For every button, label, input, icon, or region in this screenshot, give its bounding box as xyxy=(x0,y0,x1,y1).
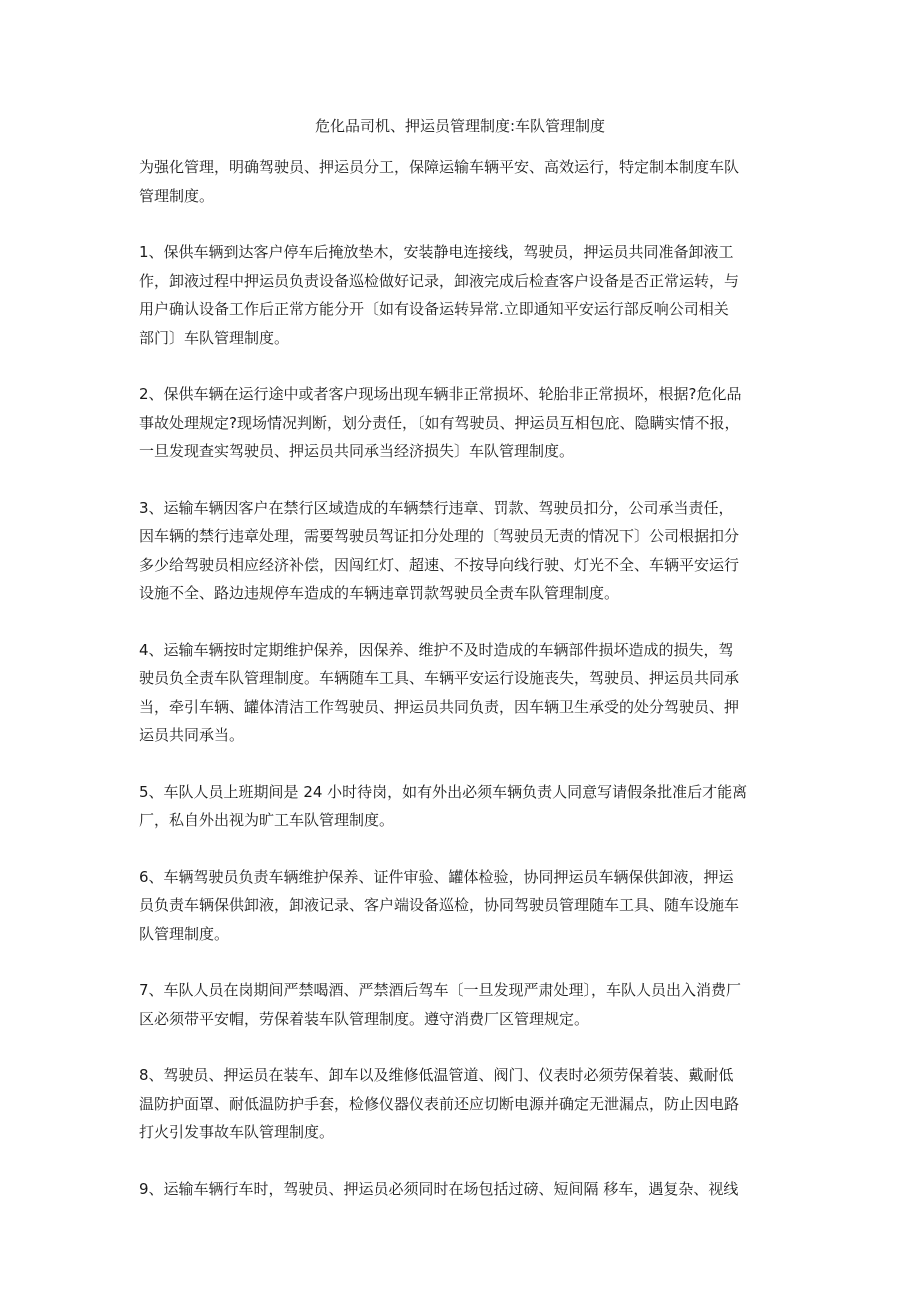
paragraph xyxy=(139,778,799,835)
paragraph xyxy=(139,1175,799,1204)
paragraph-line: 管理制度。 xyxy=(139,186,215,205)
paragraph-line: 3、运输车辆因客户在禁行区域造成的车辆禁行违章、罚款、驾驶员扣分，公司承当责任， xyxy=(139,498,734,517)
paragraph-line: 当，牵引车辆、罐体清洁工作驾驶员、押运员共同负责，因车辆卫生承受的处分驾驶员、押 xyxy=(139,697,740,716)
paragraph-line: 6、车辆驾驶员负责车辆维护保养、证件审验、罐体检验，协同押运员车辆保供卸液，押运 xyxy=(139,867,734,886)
paragraph-line: 温防护面罩、耐低温防护手套，检修仪器仪表前还应切断电源并确定无泄漏点，防止因电路 xyxy=(139,1094,740,1113)
paragraph xyxy=(139,636,799,750)
paragraph-line: 运员共同承当。 xyxy=(139,726,245,744)
paragraph-line: 1、保供车辆到达客户停车后掩放垫木，安装静电连接线，驾驶员，押运员共同准备卸液工 xyxy=(139,243,734,261)
paragraph-line: 事故处理规定?现场情况判断，划分责任，〔如有驾驶员、押运员互相包庇、隐瞒实情不报， xyxy=(139,413,740,432)
paragraph-line: 9、运输车辆行车时，驾驶员、押运员必须同时在场包括过磅、短间隔 移车，遇复杂、视线 xyxy=(139,1179,739,1198)
paragraph-line: 打火引发事故车队管理制度。 xyxy=(139,1123,335,1141)
paragraph-line: 设施不全、路边违规停车造成的车辆违章罚款驾驶员全责车队管理制度。 xyxy=(139,584,620,602)
paragraph-line: 多少给驾驶员相应经济补偿，因闯红灯、超速、不按导向线行驶、灯光不全、车辆平安运行 xyxy=(139,555,740,574)
paragraph-line: 5、车队人员上班期间是 24 小时待岗，如有外出必须车辆负责人同意写请假条批准后才能离 xyxy=(139,782,748,801)
paragraph-line: 因车辆的禁行违章处理，需要驾驶员驾证扣分处理的〔驾驶员无责的情况下〕公司根据扣分 xyxy=(139,527,740,545)
paragraph-line: 2、保供车辆在运行途中或者客户现场出现车辆非正常损坏、轮胎非正常损坏，根据?危化品 xyxy=(139,385,742,403)
paragraph-line: 区必须带平安帽，劳保着装车队管理制度。遵守消费厂区管理规定。 xyxy=(139,1009,590,1028)
paragraph xyxy=(139,1061,799,1147)
paragraph-line: 驶员负全责车队管理制度。车辆随车工具、车辆平安运行设施丧失，驾驶员、押运员共同承 xyxy=(139,669,740,687)
paragraph-line: 一旦发现查实驾驶员、押运员共同承当经济损失〕车队管理制度。 xyxy=(139,442,575,460)
paragraph-line: 4、运输车辆按时定期维护保养，因保养、维护不及时造成的车辆部件损坏造成的损失，驾 xyxy=(139,640,734,659)
paragraph xyxy=(139,153,799,210)
paragraph xyxy=(139,494,799,608)
paragraph-line: 部门〕车队管理制度。 xyxy=(139,328,290,347)
paragraph xyxy=(139,380,799,466)
paragraph-line: 员负责车辆保供卸液，卸液记录、客户端设备巡检，协同驾驶员管理随车工具、随车设施车 xyxy=(139,896,740,914)
document-body xyxy=(139,153,799,1231)
paragraph xyxy=(139,976,799,1033)
document-title: 危化品司机、押运员管理制度:车队管理制度 xyxy=(314,117,606,135)
paragraph-line: 用户确认设备工作后正常方能分开〔如有设备运转异常.立即通知平安运行部反响公司相关 xyxy=(139,300,729,318)
paragraph-line: 7、车队人员在岗期间严禁喝酒、严禁酒后驾车〔一旦发现严肃处理〕，车队人员出入消费厂 xyxy=(139,981,742,999)
paragraph xyxy=(139,863,799,949)
paragraph-line: 8、驾驶员、押运员在装车、卸车以及维修低温管道、阀门、仪表时必须劳保着装、戴耐低 xyxy=(139,1066,734,1084)
paragraph-line: 队管理制度。 xyxy=(139,924,230,943)
paragraph-line: 厂，私自外出视为旷工车队管理制度。 xyxy=(139,811,395,829)
paragraph-line: 作，卸液过程中押运员负责设备巡检做好记录，卸液完成后检查客户设备是否正常运转，与 xyxy=(139,271,740,290)
paragraph xyxy=(139,238,799,352)
paragraph-line: 为强化管理，明确驾驶员、押运员分工，保障运输车辆平安、高效运行，特定制本制度车队 xyxy=(139,158,740,176)
